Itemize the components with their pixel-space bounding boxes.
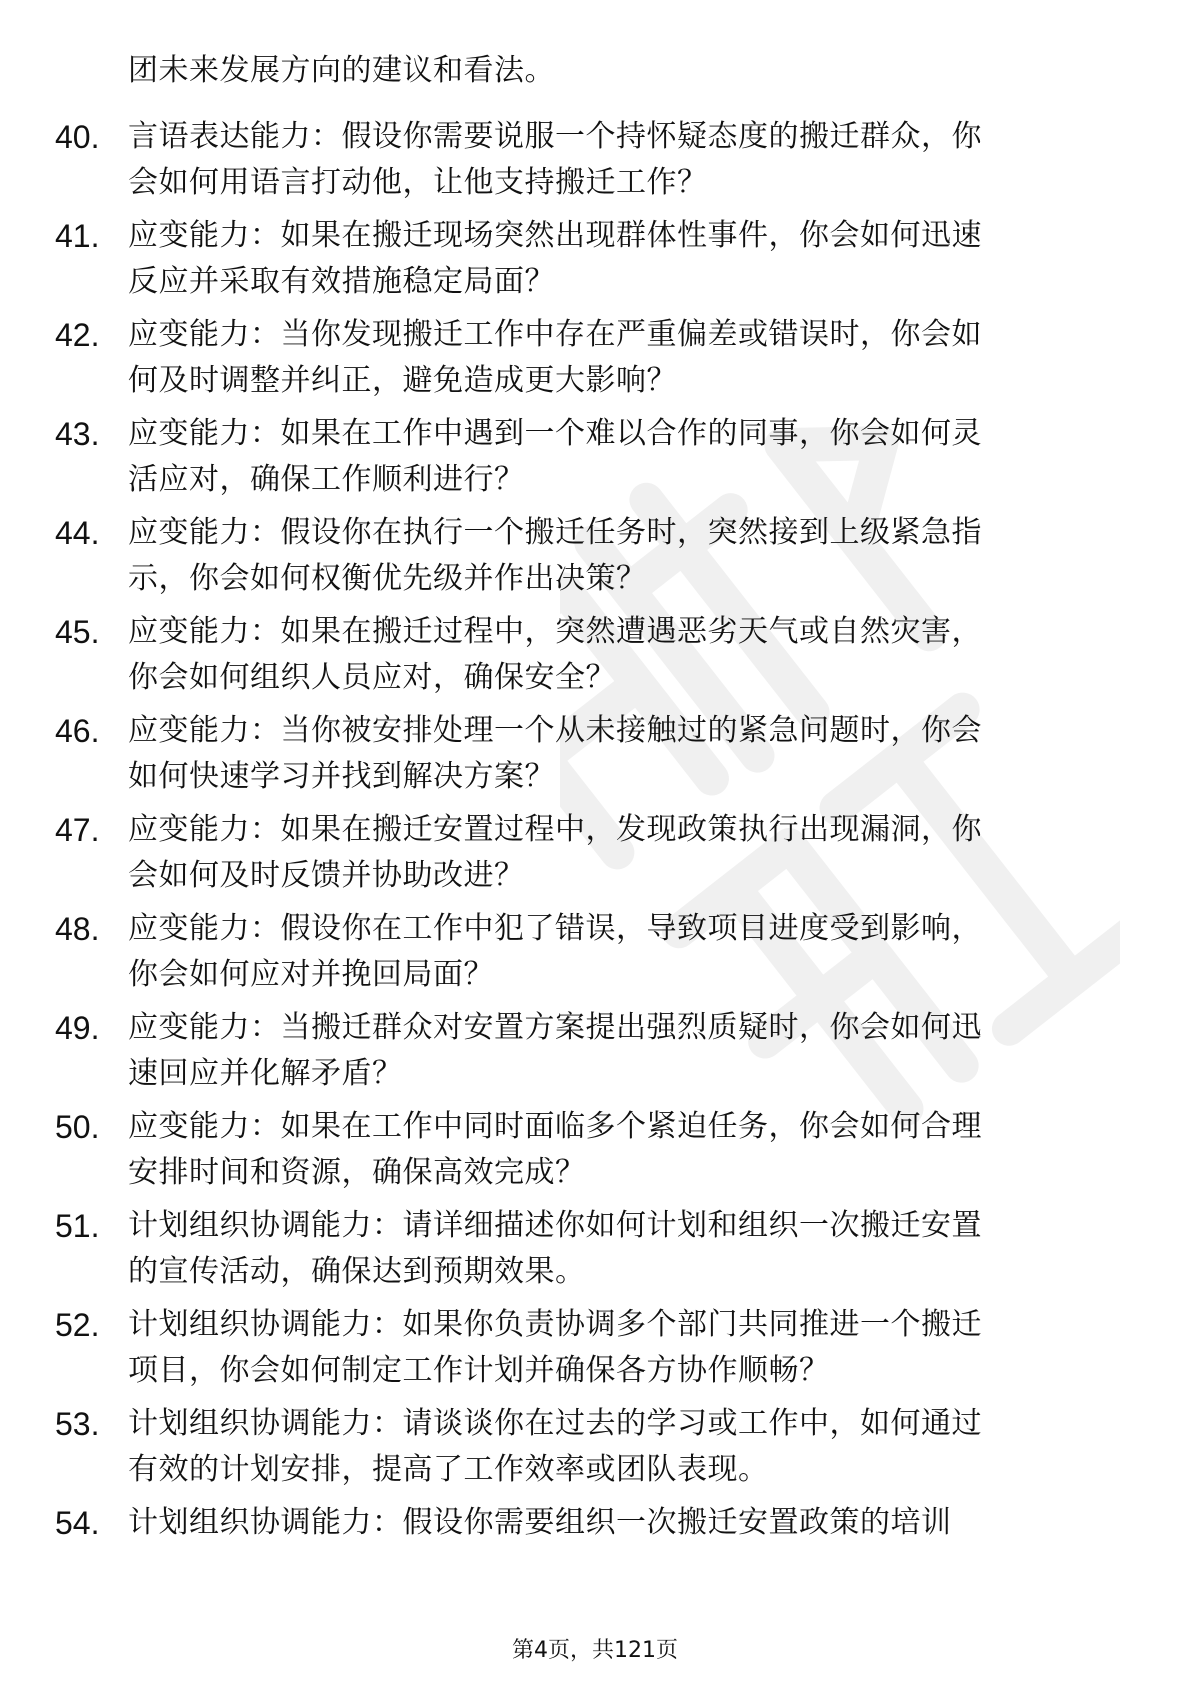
item-line: 言语表达能力：假设你需要说服一个持怀疑态度的搬迁群众，你 xyxy=(128,119,982,154)
item-line: 示，你会如何权衡优先级并作出决策？ xyxy=(128,561,647,596)
item-line: 应变能力：如果在搬迁过程中，突然遭遇恶劣天气或自然灾害， xyxy=(128,614,982,649)
list-item xyxy=(0,1104,1190,1203)
item-line: 会如何用语言打动他，让他支持搬迁工作？ xyxy=(128,165,708,200)
item-text xyxy=(128,1104,1118,1196)
item-line: 计划组织协调能力：请谈谈你在过去的学习或工作中，如何通过 xyxy=(128,1406,982,1441)
item-number: 43. xyxy=(55,416,100,452)
list-item xyxy=(0,1500,1190,1599)
item-number: 52. xyxy=(55,1307,100,1343)
item-line: 应变能力：当搬迁群众对安置方案提出强烈质疑时，你会如何迅 xyxy=(128,1010,982,1045)
item-line: 速回应并化解矛盾？ xyxy=(128,1056,403,1091)
item-line: 如何快速学习并找到解决方案？ xyxy=(128,759,555,794)
item-number: 53. xyxy=(55,1406,100,1442)
list-item xyxy=(0,807,1190,906)
list-item xyxy=(0,906,1190,1005)
item-text xyxy=(128,708,1118,800)
item-line: 应变能力：如果在搬迁安置过程中，发现政策执行出现漏洞，你 xyxy=(128,812,982,847)
item-number: 42. xyxy=(55,317,100,353)
item-text xyxy=(128,114,1118,206)
list-item xyxy=(0,609,1190,708)
item-number: 40. xyxy=(55,119,100,155)
item-text xyxy=(128,1203,1118,1295)
item-number: 46. xyxy=(55,713,100,749)
item-line: 何及时调整并纠正，避免造成更大影响？ xyxy=(128,363,677,398)
list-item xyxy=(0,114,1190,213)
list-item xyxy=(0,708,1190,807)
list-item xyxy=(0,411,1190,510)
list-item xyxy=(0,510,1190,609)
item-number: 51. xyxy=(55,1208,100,1244)
item-text xyxy=(128,1500,1118,1546)
item-number: 54. xyxy=(55,1505,100,1541)
item-text xyxy=(128,1005,1118,1097)
item-line: 项目，你会如何制定工作计划并确保各方协作顺畅？ xyxy=(128,1353,830,1388)
list-item xyxy=(0,213,1190,312)
item-number: 45. xyxy=(55,614,100,650)
question-list xyxy=(0,114,1190,1599)
item-text xyxy=(128,1302,1118,1394)
item-number: 50. xyxy=(55,1109,100,1145)
item-line: 计划组织协调能力：假设你需要组织一次搬迁安置政策的培训 xyxy=(128,1505,952,1540)
item-line: 应变能力：假设你在执行一个搬迁任务时，突然接到上级紧急指 xyxy=(128,515,982,550)
item-number: 41. xyxy=(55,218,100,254)
item-line: 应变能力：如果在工作中同时面临多个紧迫任务，你会如何合理 xyxy=(128,1109,982,1144)
item-line: 安排时间和资源，确保高效完成？ xyxy=(128,1155,586,1190)
list-item xyxy=(0,1401,1190,1500)
item-number: 44. xyxy=(55,515,100,551)
item-number: 48. xyxy=(55,911,100,947)
item-text xyxy=(128,510,1118,602)
list-item xyxy=(0,1005,1190,1104)
item-text xyxy=(128,609,1118,701)
item-line: 有效的计划安排，提高了工作效率或团队表现。 xyxy=(128,1452,769,1487)
item-line: 应变能力：如果在搬迁现场突然出现群体性事件，你会如何迅速 xyxy=(128,218,982,253)
carry-over-text: 团未来发展方向的建议和看法。 xyxy=(128,53,555,88)
item-line: 你会如何应对并挽回局面？ xyxy=(128,957,494,992)
item-text xyxy=(128,906,1118,998)
item-text xyxy=(128,1401,1118,1493)
item-text xyxy=(128,312,1118,404)
list-item xyxy=(0,1302,1190,1401)
item-line: 计划组织协调能力：如果你负责协调多个部门共同推进一个搬迁 xyxy=(128,1307,982,1342)
item-line: 应变能力：假设你在工作中犯了错误，导致项目进度受到影响， xyxy=(128,911,982,946)
item-line: 应变能力：当你被安排处理一个从未接触过的紧急问题时，你会 xyxy=(128,713,982,748)
item-line: 你会如何组织人员应对，确保安全？ xyxy=(128,660,616,695)
item-text xyxy=(128,411,1118,503)
list-item xyxy=(0,1203,1190,1302)
item-line: 计划组织协调能力：请详细描述你如何计划和组织一次搬迁安置 xyxy=(128,1208,982,1243)
item-line: 应变能力：当你发现搬迁工作中存在严重偏差或错误时，你会如 xyxy=(128,317,982,352)
item-line: 应变能力：如果在工作中遇到一个难以合作的同事，你会如何灵 xyxy=(128,416,982,451)
item-number: 49. xyxy=(55,1010,100,1046)
item-line: 会如何及时反馈并协助改进？ xyxy=(128,858,525,893)
item-line: 反应并采取有效措施稳定局面？ xyxy=(128,264,555,299)
item-line: 活应对，确保工作顺利进行？ xyxy=(128,462,525,497)
item-line: 的宣传活动，确保达到预期效果。 xyxy=(128,1254,586,1289)
item-number: 47. xyxy=(55,812,100,848)
page-footer: 第4页，共121页 xyxy=(512,1638,678,1663)
item-text xyxy=(128,213,1118,305)
list-item xyxy=(0,312,1190,411)
item-text xyxy=(128,807,1118,899)
